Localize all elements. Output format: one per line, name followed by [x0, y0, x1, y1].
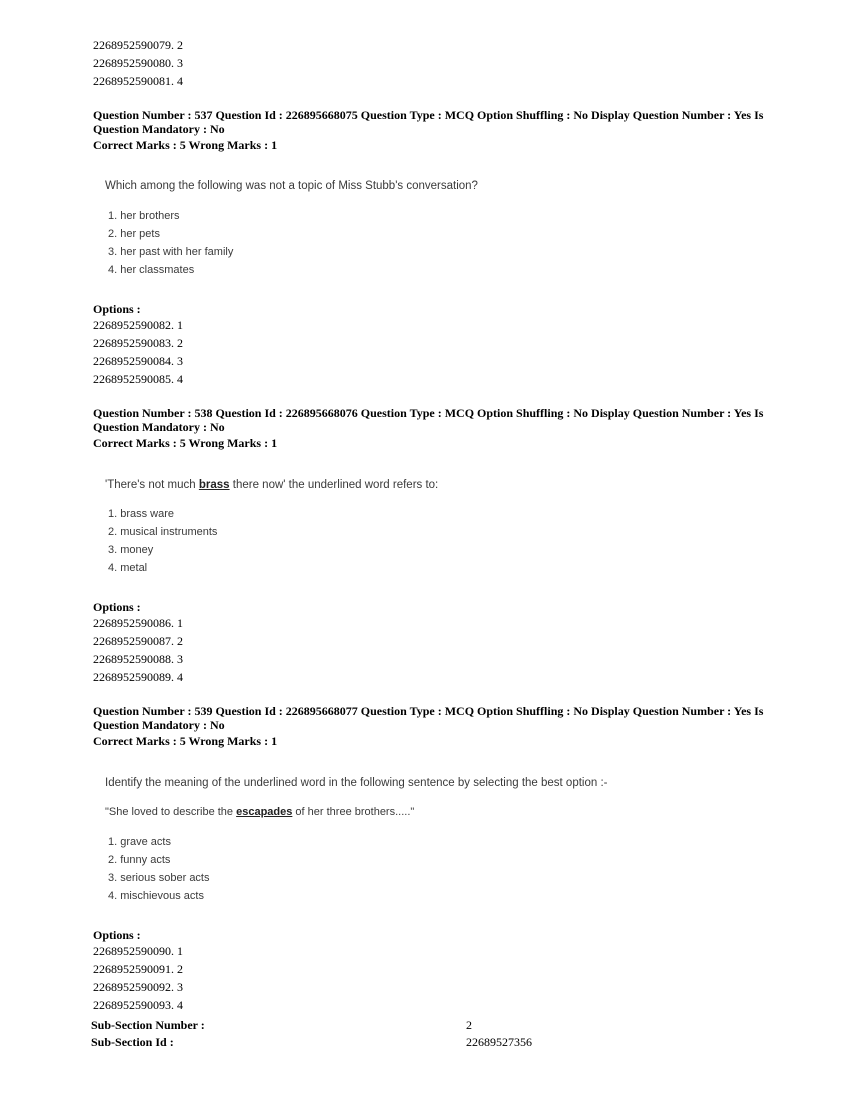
question-mandatory: Question Mandatory : No: [93, 420, 225, 434]
answer-choice: 1. grave acts: [108, 836, 171, 848]
answer-choice: 3. serious sober acts: [108, 872, 210, 884]
sentence-post: of her three brothers.....": [292, 806, 415, 818]
answer-choice: 3. money: [108, 544, 154, 556]
question-text: [105, 479, 438, 491]
question-header: Question Number : 537 Question Id : 226895668075 Question Type : MCQ Option Shuffling : No Display Question Number : Yes Is: [93, 108, 764, 122]
answer-choice: 2. her pets: [108, 228, 160, 240]
options-label: Options :: [93, 928, 141, 942]
answer-choice: 1. brass ware: [108, 508, 175, 520]
option-line: 2268952590091. 2: [93, 962, 183, 976]
question-mandatory: Question Mandatory : No: [93, 122, 225, 136]
option-line: 2268952590085. 4: [93, 372, 183, 386]
sentence-pre: "She loved to describe the: [105, 806, 237, 818]
option-line: 2268952590082. 1: [93, 318, 183, 332]
option-line: 2268952590080. 3: [93, 56, 183, 70]
option-line: 2268952590088. 3: [93, 652, 183, 666]
options-label: Options :: [93, 302, 141, 316]
answer-choice: 4. her classmates: [108, 264, 195, 276]
subsection-id-value: 22689527356: [466, 1035, 532, 1049]
options-label: Options :: [93, 600, 141, 614]
question-marks: Correct Marks : 5 Wrong Marks : 1: [93, 138, 278, 152]
option-line: 2268952590092. 3: [93, 980, 183, 994]
underlined-word: escapades: [236, 806, 293, 818]
question-text-pre: 'There's not much: [105, 479, 199, 491]
answer-choice: 3. her past with her family: [108, 246, 234, 258]
answer-choice: 2. musical instruments: [108, 526, 218, 538]
answer-choice: 2. funny acts: [108, 854, 171, 866]
option-line: 2268952590093. 4: [93, 998, 183, 1012]
question-marks: Correct Marks : 5 Wrong Marks : 1: [93, 436, 278, 450]
option-line: 2268952590086. 1: [93, 616, 183, 630]
question-marks: Correct Marks : 5 Wrong Marks : 1: [93, 734, 278, 748]
answer-choice: 1. her brothers: [108, 210, 180, 222]
option-line: 2268952590081. 4: [93, 74, 183, 88]
answer-choice: 4. mischievous acts: [108, 890, 204, 902]
option-line: 2268952590079. 2: [93, 38, 183, 52]
option-line: 2268952590087. 2: [93, 634, 183, 648]
option-line: 2268952590084. 3: [93, 354, 183, 368]
question-text: Which among the following was not a topic of Miss Stubb's conversation?: [105, 180, 478, 192]
answer-choice: 4. metal: [108, 562, 148, 574]
question-text-post: there now' the underlined word refers to:: [229, 479, 439, 491]
subsection-number-value: 2: [466, 1018, 472, 1032]
question-header: Question Number : 539 Question Id : 226895668077 Question Type : MCQ Option Shuffling : No Display Question Number : Yes Is: [93, 704, 764, 718]
option-line: 2268952590083. 2: [93, 336, 183, 350]
option-line: 2268952590090. 1: [93, 944, 183, 958]
option-line: 2268952590089. 4: [93, 670, 183, 684]
subsection-id-label: Sub-Section Id :: [91, 1035, 174, 1049]
underlined-word: brass: [198, 479, 230, 491]
question-mandatory: Question Mandatory : No: [93, 718, 225, 732]
subsection-number-label: Sub-Section Number :: [91, 1018, 205, 1032]
question-text: Identify the meaning of the underlined word in the following sentence by selecting the best option :-: [105, 777, 608, 789]
question-header: Question Number : 538 Question Id : 226895668076 Question Type : MCQ Option Shuffling : No Display Question Number : Yes Is: [93, 406, 764, 420]
quoted-sentence: [105, 806, 414, 818]
